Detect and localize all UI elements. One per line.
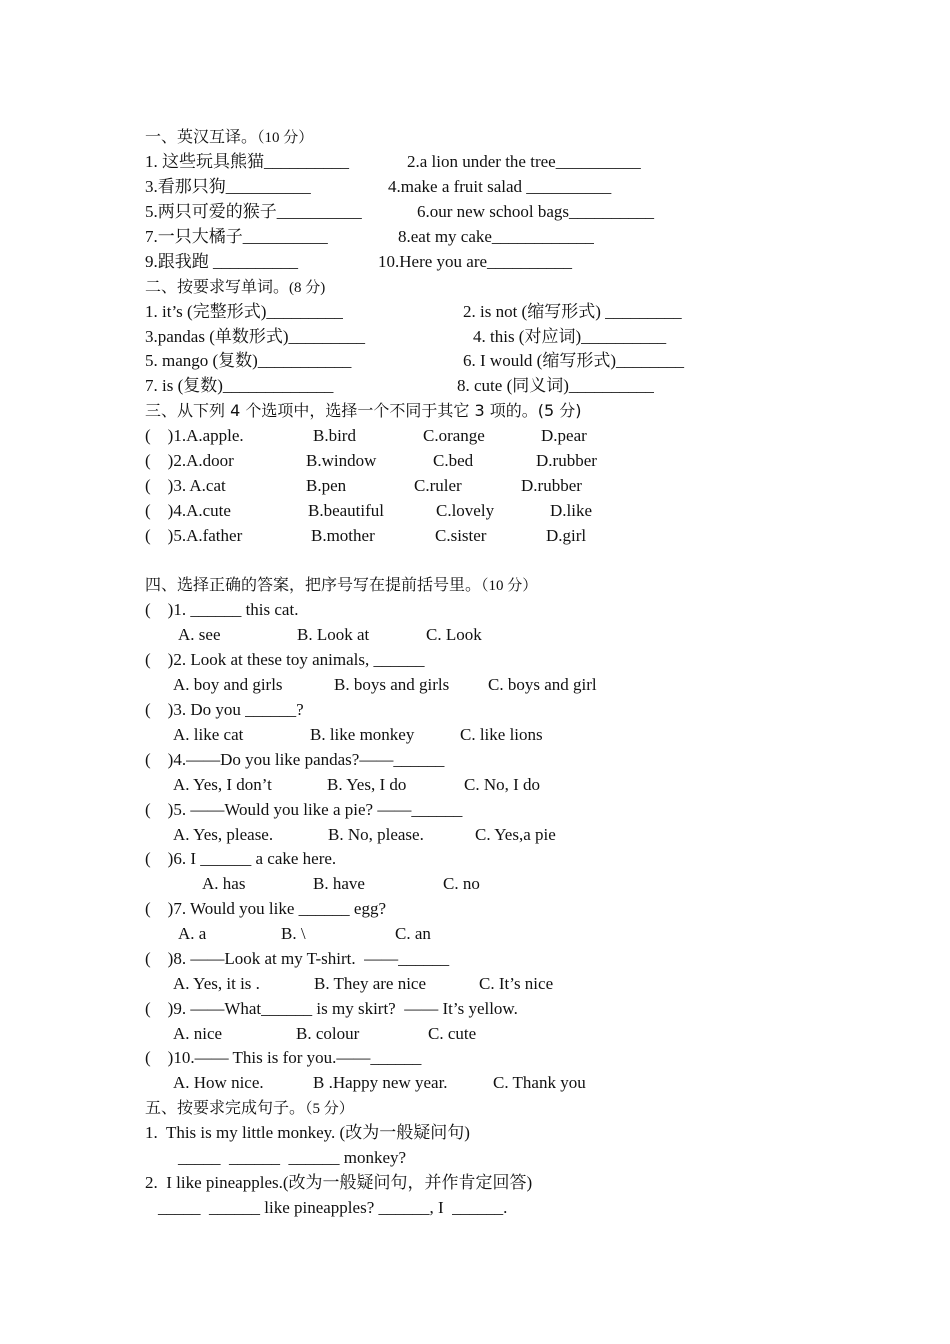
s4-q9: ( )9. ——What______ is my skirt? —— It’s yellow. (145, 999, 518, 1018)
s4-q6-opt-c: C. no (443, 874, 480, 893)
s3-q1-opt-d: D.pear (541, 426, 587, 445)
s4-q1-opt-a: A. see (178, 625, 221, 644)
s1-item-8: 8.eat my cake____________ (398, 227, 594, 246)
s3-q2: ( )2.A.door (145, 451, 234, 470)
s5-q1-answer-line: _____ ______ ______ monkey? (178, 1148, 407, 1167)
section-5-title: 五、按要求完成句子。 (145, 1098, 306, 1117)
s3-q5-opt-b: B.mother (311, 526, 375, 545)
s2-item-3: 3.pandas (单数形式)_________ (145, 327, 366, 346)
s4-q3-opt-c: C. like lions (460, 725, 543, 744)
s2-item-7: 7. is (复数)_____________ (145, 376, 334, 395)
section-1-points: （10 分） (257, 130, 314, 146)
s1-item-6: 6.our new school bags__________ (417, 202, 655, 221)
s4-q3: ( )3. Do you ______? (145, 700, 304, 719)
section-2-points: (8 分) (289, 280, 326, 296)
s4-q2-opt-c: C. boys and girl (488, 675, 597, 694)
s3-q2-opt-c: C.bed (433, 451, 474, 470)
s4-q10-opt-a: A. How nice. (173, 1073, 264, 1092)
section-2-heading (145, 277, 325, 298)
s3-q5-opt-c: C.sister (435, 526, 487, 545)
s3-q2-opt-d: D.rubber (536, 451, 597, 470)
s3-q3-opt-d: D.rubber (521, 476, 582, 495)
s1-item-7: 7.一只大橘子__________ (145, 227, 328, 246)
s3-q1-opt-c: C.orange (423, 426, 485, 445)
s2-item-2: 2. is not (缩写形式) _________ (463, 302, 682, 321)
s3-q5: ( )5.A.father (145, 526, 243, 545)
s4-q8-opt-a: A. Yes, it is . (173, 974, 260, 993)
s3-q4-opt-b: B.beautiful (308, 501, 385, 520)
s4-q6: ( )6. I ______ a cake here. (145, 849, 337, 868)
s4-q10-opt-c: C. Thank you (493, 1073, 586, 1092)
s4-q5-opt-a: A. Yes, please. (173, 825, 274, 844)
s4-q7: ( )7. Would you like ______ egg? (145, 899, 387, 918)
s4-q6-opt-b: B. have (313, 874, 365, 893)
s5-q2: 2. I like pineapples.(改为一般疑问句，并作肯定回答) (145, 1173, 533, 1192)
s4-q9-opt-c: C. cute (428, 1024, 477, 1043)
s4-q5: ( )5. ——Would you like a pie? ——______ (145, 800, 463, 819)
s3-q3-opt-b: B.pen (306, 476, 347, 495)
s4-q9-opt-b: B. colour (296, 1024, 360, 1043)
s4-q7-opt-c: C. an (395, 924, 431, 943)
s4-q10-opt-b: B .Happy new year. (313, 1073, 448, 1092)
s4-q1-opt-c: C. Look (426, 625, 482, 644)
s4-q1-opt-b: B. Look at (297, 625, 370, 644)
s3-q2-opt-b: B.window (306, 451, 377, 470)
s3-q4-opt-d: D.like (550, 501, 593, 520)
s4-q4-opt-a: A. Yes, I don’t (173, 775, 272, 794)
s3-q5-opt-d: D.girl (546, 526, 587, 545)
s3-q4: ( )4.A.cute (145, 501, 231, 520)
section-4-points: （10 分） (481, 578, 538, 594)
s2-item-1: 1. it’s (完整形式)_________ (145, 302, 343, 321)
section-1-heading (145, 127, 313, 148)
s4-q9-opt-a: A. nice (173, 1024, 223, 1043)
s4-q2: ( )2. Look at these toy animals, ______ (145, 650, 425, 669)
s1-item-10: 10.Here you are__________ (378, 252, 573, 271)
s4-q8: ( )8. ——Look at my T-shirt. ——______ (145, 949, 450, 968)
s1-item-3: 3.看那只狗__________ (145, 177, 311, 196)
s4-q3-opt-b: B. like monkey (310, 725, 415, 744)
s1-item-2: 2.a lion under the tree__________ (407, 152, 641, 171)
s4-q10: ( )10.—— This is for you.——______ (145, 1048, 422, 1067)
s4-q7-opt-a: A. a (178, 924, 207, 943)
s4-q4-opt-c: C. No, I do (464, 775, 541, 794)
s5-q2-answer-line: _____ ______ like pineapples? ______, I ______. (158, 1198, 508, 1217)
s4-q5-opt-b: B. No, please. (328, 825, 424, 844)
s2-item-4: 4. this (对应词)__________ (473, 327, 667, 346)
s5-q1: 1. This is my little monkey. (改为一般疑问句) (145, 1123, 470, 1142)
s2-item-6: 6. I would (缩写形式)________ (463, 351, 684, 370)
s4-q2-opt-b: B. boys and girls (334, 675, 450, 694)
s2-item-8: 8. cute (同义词)__________ (457, 376, 654, 395)
s3-q1-opt-b: B.bird (313, 426, 356, 445)
s1-item-9: 9.跟我跑 __________ (145, 252, 298, 271)
s4-q4: ( )4.——Do you like pandas?——______ (145, 750, 445, 769)
section-3-heading: 三、从下列 4 个选项中，选择一个不同于其它 3 项的。(5 分) (145, 401, 582, 420)
s4-q5-opt-c: C. Yes,a pie (475, 825, 556, 844)
s3-q3-opt-c: C.ruler (414, 476, 462, 495)
s3-q4-opt-c: C.lovely (436, 501, 495, 520)
s4-q4-opt-b: B. Yes, I do (327, 775, 407, 794)
s4-q3-opt-a: A. like cat (173, 725, 244, 744)
section-2-title: 二、按要求写单词。 (145, 277, 290, 296)
s4-q6-opt-a: A. has (202, 874, 246, 893)
section-5-heading (145, 1098, 354, 1119)
s1-item-4: 4.make a fruit salad __________ (388, 177, 612, 196)
section-5-points: （5 分） (305, 1101, 354, 1117)
section-4-title: 四、选择正确的答案，把序号写在提前括号里。 (145, 575, 482, 594)
s1-item-1: 1. 这些玩具熊猫__________ (145, 152, 349, 171)
s4-q2-opt-a: A. boy and girls (173, 675, 283, 694)
section-1-title: 一、英汉互译。 (145, 127, 258, 146)
s1-item-5: 5.两只可爱的猴子__________ (145, 202, 362, 221)
section-4-heading (145, 575, 537, 596)
s4-q8-opt-c: C. It’s nice (479, 974, 554, 993)
s2-item-5: 5. mango (复数)___________ (145, 351, 352, 370)
s3-q1: ( )1.A.apple. (145, 426, 244, 445)
s4-q7-opt-b: B. \ (281, 924, 306, 943)
s4-q8-opt-b: B. They are nice (314, 974, 427, 993)
s3-q3: ( )3. A.cat (145, 476, 226, 495)
s4-q1: ( )1. ______ this cat. (145, 600, 299, 619)
